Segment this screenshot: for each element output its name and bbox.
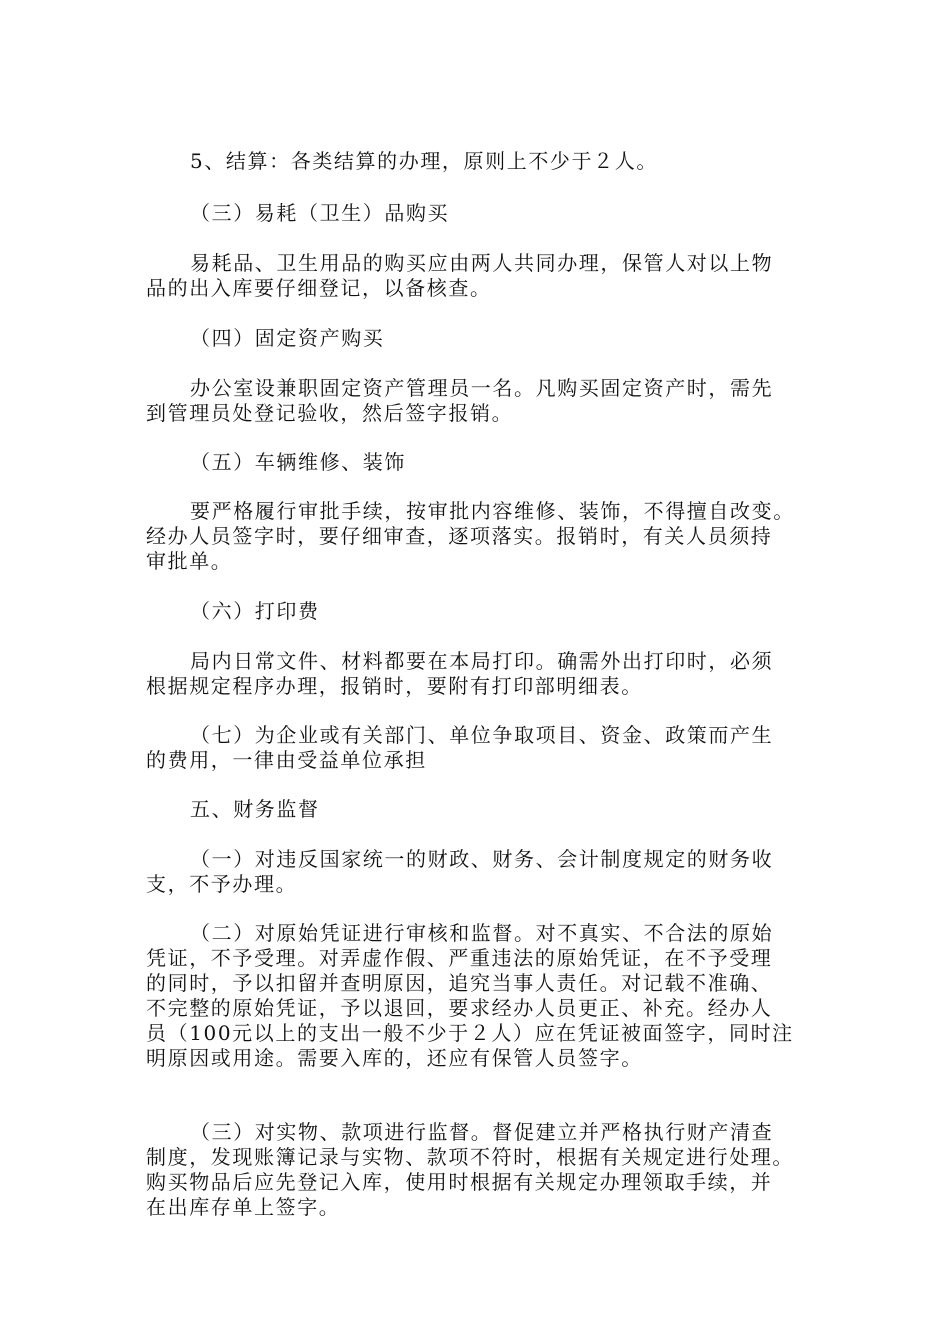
text-line: 制度，发现账簿记录与实物、款项不符时，根据有关规定进行处理。 xyxy=(146,1145,794,1169)
heading-vehicle-repair xyxy=(146,450,826,475)
paragraph-supervision-2 xyxy=(146,921,826,1071)
text-line: （三）对实物、款项进行监督。督促建立并严格执行财产清查 xyxy=(190,1120,774,1144)
text-line: 经办人员签字时，要仔细审查，逐项落实。报销时，有关人员须持 xyxy=(146,524,773,548)
paragraph-consumables xyxy=(146,251,826,301)
text-line: 员（100元以上的支出一般不少于２人）应在凭证被面签字，同时注 xyxy=(146,1021,794,1045)
text-line: 的同时，予以扣留并查明原因，追究当事人责任。对记载不准确、 xyxy=(146,971,773,995)
text-line: 品的出入库要仔细登记，以备核查。 xyxy=(146,276,492,300)
text-line: 购买物品后应先登记入库，使用时根据有关规定办理领取手续，并 xyxy=(146,1170,773,1194)
text-line: 明原因或用途。需要入库的，还应有保管人员签字。 xyxy=(146,1046,643,1070)
text-line: 的费用，一律由受益单位承担 xyxy=(146,748,427,772)
paragraph-project-fees xyxy=(146,723,826,773)
text-line: （四）固定资产购买 xyxy=(190,326,385,350)
heading-financial-supervision xyxy=(146,797,826,822)
text-line: （一）对违反国家统一的财政、财务、会计制度规定的财务收 xyxy=(190,847,774,871)
text-line: 办公室设兼职固定资产管理员一名。凡购买固定资产时，需先 xyxy=(190,376,774,400)
heading-consumables-purchase xyxy=(146,201,826,226)
paragraph-fixed-assets xyxy=(146,376,826,426)
paragraph-supervision-1 xyxy=(146,847,826,897)
text-line: 5、结算：各类结算的办理，原则上不少于２人。 xyxy=(190,149,658,173)
text-line: 易耗品、卫生用品的购买应由两人共同办理，保管人对以上物 xyxy=(190,251,774,275)
text-line: 要严格履行审批手续，按审批内容维修、装饰，不得擅自改变。 xyxy=(190,499,795,523)
text-line: 支，不予办理。 xyxy=(146,872,298,896)
paragraph-settlement xyxy=(146,149,826,174)
text-line: 凭证，不予受理。对弄虚作假、严重违法的原始凭证，在不予受理 xyxy=(146,946,773,970)
paragraph-supervision-3 xyxy=(146,1120,826,1220)
text-line: 根据规定程序办理，报销时，要附有打印部明细表。 xyxy=(146,674,643,698)
text-line: 局内日常文件、材料都要在本局打印。确需外出打印时，必须 xyxy=(190,649,774,673)
paragraph-vehicle-repair xyxy=(146,499,826,574)
text-line: 审批单。 xyxy=(146,549,233,573)
text-line: 五、财务监督 xyxy=(190,797,320,821)
text-line: 在出库存单上签字。 xyxy=(146,1195,341,1219)
heading-printing-fees xyxy=(146,599,826,624)
text-line: （五）车辆维修、装饰 xyxy=(190,450,406,474)
heading-fixed-assets xyxy=(146,326,826,351)
text-line: （六）打印费 xyxy=(190,599,320,623)
text-line: （七）为企业或有关部门、单位争取项目、资金、政策而产生 xyxy=(190,723,774,747)
paragraph-printing-fees xyxy=(146,649,826,699)
text-line: 到管理员处登记验收，然后签字报销。 xyxy=(146,401,514,425)
text-line: （三）易耗（卫生）品购买 xyxy=(190,201,450,225)
text-line: 不完整的原始凭证，予以退回，要求经办人员更正、补充。经办人 xyxy=(146,996,773,1020)
text-line: （二）对原始凭证进行审核和监督。对不真实、不合法的原始 xyxy=(190,921,774,945)
